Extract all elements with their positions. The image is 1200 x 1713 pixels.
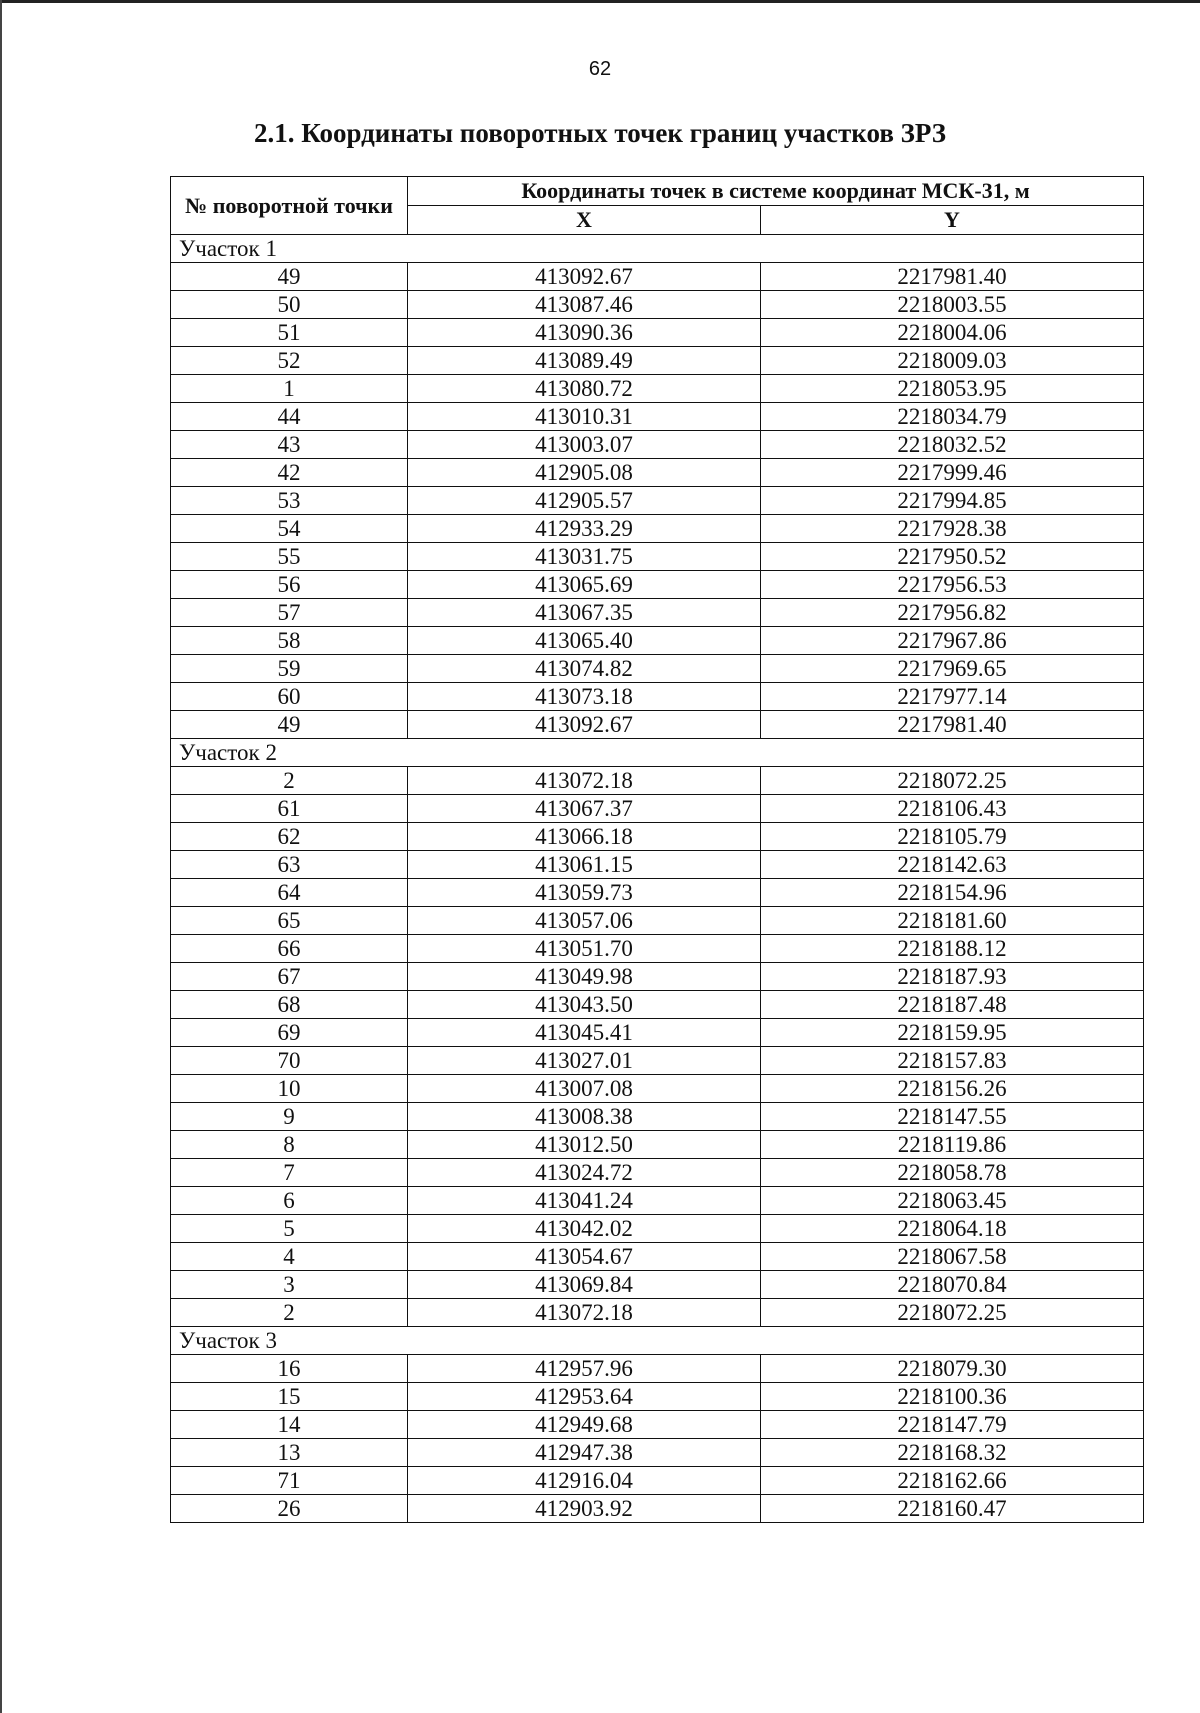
point-number-cell: 56 xyxy=(171,571,408,599)
x-coordinate-cell: 413069.84 xyxy=(408,1271,761,1299)
table-row xyxy=(171,1299,1144,1327)
x-coordinate-cell: 413031.75 xyxy=(408,543,761,571)
x-coordinate-cell: 412903.92 xyxy=(408,1495,761,1523)
x-coordinate-cell: 413057.06 xyxy=(408,907,761,935)
y-coordinate-cell: 2217967.86 xyxy=(761,627,1144,655)
y-coordinate-cell: 2218162.66 xyxy=(761,1467,1144,1495)
x-coordinate-cell: 413061.15 xyxy=(408,851,761,879)
y-coordinate-cell: 2218070.84 xyxy=(761,1271,1144,1299)
point-number-cell: 55 xyxy=(171,543,408,571)
table-row xyxy=(171,1355,1144,1383)
table-row xyxy=(171,515,1144,543)
table-row xyxy=(171,1495,1144,1523)
point-number-cell: 16 xyxy=(171,1355,408,1383)
y-coordinate-cell: 2218032.52 xyxy=(761,431,1144,459)
x-coordinate-cell: 413045.41 xyxy=(408,1019,761,1047)
point-number-cell: 63 xyxy=(171,851,408,879)
point-number-cell: 2 xyxy=(171,1299,408,1327)
table-row xyxy=(171,599,1144,627)
table-row xyxy=(171,431,1144,459)
point-number-cell: 67 xyxy=(171,963,408,991)
x-coordinate-cell: 413067.37 xyxy=(408,795,761,823)
section-label: Участок 3 xyxy=(171,1327,1144,1355)
x-coordinate-cell: 413010.31 xyxy=(408,403,761,431)
point-number-cell: 57 xyxy=(171,599,408,627)
table-row xyxy=(171,991,1144,1019)
point-number-cell: 71 xyxy=(171,1467,408,1495)
header-x: X xyxy=(408,206,761,235)
point-number-cell: 7 xyxy=(171,1159,408,1187)
y-coordinate-cell: 2217977.14 xyxy=(761,683,1144,711)
table-row xyxy=(171,683,1144,711)
x-coordinate-cell: 413049.98 xyxy=(408,963,761,991)
x-coordinate-cell: 413073.18 xyxy=(408,683,761,711)
table-row xyxy=(171,1439,1144,1467)
point-number-cell: 49 xyxy=(171,711,408,739)
section-row xyxy=(171,1327,1144,1355)
table-row xyxy=(171,1131,1144,1159)
y-coordinate-cell: 2217956.82 xyxy=(761,599,1144,627)
table-row xyxy=(171,263,1144,291)
x-coordinate-cell: 413067.35 xyxy=(408,599,761,627)
point-number-cell: 8 xyxy=(171,1131,408,1159)
table-row xyxy=(171,711,1144,739)
point-number-cell: 62 xyxy=(171,823,408,851)
y-coordinate-cell: 2218072.25 xyxy=(761,1299,1144,1327)
x-coordinate-cell: 412916.04 xyxy=(408,1467,761,1495)
x-coordinate-cell: 412905.08 xyxy=(408,459,761,487)
point-number-cell: 49 xyxy=(171,263,408,291)
x-coordinate-cell: 412957.96 xyxy=(408,1355,761,1383)
point-number-cell: 54 xyxy=(171,515,408,543)
x-coordinate-cell: 413024.72 xyxy=(408,1159,761,1187)
y-coordinate-cell: 2218159.95 xyxy=(761,1019,1144,1047)
x-coordinate-cell: 413080.72 xyxy=(408,375,761,403)
x-coordinate-cell: 412953.64 xyxy=(408,1383,761,1411)
y-coordinate-cell: 2218187.48 xyxy=(761,991,1144,1019)
table-row xyxy=(171,795,1144,823)
point-number-cell: 59 xyxy=(171,655,408,683)
point-number-cell: 64 xyxy=(171,879,408,907)
point-number-cell: 2 xyxy=(171,767,408,795)
table-row xyxy=(171,375,1144,403)
point-number-cell: 15 xyxy=(171,1383,408,1411)
table-row xyxy=(171,1019,1144,1047)
scan-edge-left xyxy=(0,0,2,1713)
x-coordinate-cell: 413087.46 xyxy=(408,291,761,319)
x-coordinate-cell: 413003.07 xyxy=(408,431,761,459)
x-coordinate-cell: 413043.50 xyxy=(408,991,761,1019)
y-coordinate-cell: 2218106.43 xyxy=(761,795,1144,823)
y-coordinate-cell: 2218067.58 xyxy=(761,1243,1144,1271)
page-number: 62 xyxy=(588,58,612,80)
header-point-number: № поворотной точки xyxy=(171,177,408,235)
x-coordinate-cell: 413074.82 xyxy=(408,655,761,683)
y-coordinate-cell: 2217969.65 xyxy=(761,655,1144,683)
y-coordinate-cell: 2218058.78 xyxy=(761,1159,1144,1187)
point-number-cell: 65 xyxy=(171,907,408,935)
table-row xyxy=(171,1243,1144,1271)
x-coordinate-cell: 413092.67 xyxy=(408,711,761,739)
y-coordinate-cell: 2218079.30 xyxy=(761,1355,1144,1383)
y-coordinate-cell: 2218168.32 xyxy=(761,1439,1144,1467)
y-coordinate-cell: 2218188.12 xyxy=(761,935,1144,963)
y-coordinate-cell: 2218157.83 xyxy=(761,1047,1144,1075)
point-number-cell: 52 xyxy=(171,347,408,375)
point-number-cell: 10 xyxy=(171,1075,408,1103)
table-row xyxy=(171,1215,1144,1243)
point-number-cell: 68 xyxy=(171,991,408,1019)
table-row xyxy=(171,767,1144,795)
table-row xyxy=(171,1383,1144,1411)
x-coordinate-cell: 413012.50 xyxy=(408,1131,761,1159)
point-number-cell: 14 xyxy=(171,1411,408,1439)
x-coordinate-cell: 412949.68 xyxy=(408,1411,761,1439)
x-coordinate-cell: 412947.38 xyxy=(408,1439,761,1467)
table-row xyxy=(171,319,1144,347)
section-label: Участок 2 xyxy=(171,739,1144,767)
table-body xyxy=(171,235,1144,1523)
x-coordinate-cell: 412933.29 xyxy=(408,515,761,543)
table-row xyxy=(171,1047,1144,1075)
y-coordinate-cell: 2218187.93 xyxy=(761,963,1144,991)
x-coordinate-cell: 413089.49 xyxy=(408,347,761,375)
table-row xyxy=(171,935,1144,963)
point-number-cell: 58 xyxy=(171,627,408,655)
table-row xyxy=(171,879,1144,907)
y-coordinate-cell: 2217928.38 xyxy=(761,515,1144,543)
y-coordinate-cell: 2218003.55 xyxy=(761,291,1144,319)
x-coordinate-cell: 413042.02 xyxy=(408,1215,761,1243)
table-row xyxy=(171,1159,1144,1187)
point-number-cell: 43 xyxy=(171,431,408,459)
x-coordinate-cell: 413007.08 xyxy=(408,1075,761,1103)
y-coordinate-cell: 2218147.79 xyxy=(761,1411,1144,1439)
table-row xyxy=(171,851,1144,879)
table-row xyxy=(171,403,1144,431)
x-coordinate-cell: 413054.67 xyxy=(408,1243,761,1271)
y-coordinate-cell: 2218072.25 xyxy=(761,767,1144,795)
point-number-cell: 66 xyxy=(171,935,408,963)
table-row xyxy=(171,571,1144,599)
point-number-cell: 70 xyxy=(171,1047,408,1075)
table-row xyxy=(171,1187,1144,1215)
y-coordinate-cell: 2217994.85 xyxy=(761,487,1144,515)
table-row xyxy=(171,291,1144,319)
x-coordinate-cell: 413059.73 xyxy=(408,879,761,907)
point-number-cell: 60 xyxy=(171,683,408,711)
header-y: Y xyxy=(761,206,1144,235)
table-row xyxy=(171,347,1144,375)
y-coordinate-cell: 2218119.86 xyxy=(761,1131,1144,1159)
coordinates-table xyxy=(170,176,1144,1523)
point-number-cell: 53 xyxy=(171,487,408,515)
x-coordinate-cell: 413072.18 xyxy=(408,767,761,795)
y-coordinate-cell: 2218063.45 xyxy=(761,1187,1144,1215)
point-number-cell: 26 xyxy=(171,1495,408,1523)
x-coordinate-cell: 413072.18 xyxy=(408,1299,761,1327)
table-row xyxy=(171,907,1144,935)
y-coordinate-cell: 2218147.55 xyxy=(761,1103,1144,1131)
table-row xyxy=(171,823,1144,851)
x-coordinate-cell: 413065.40 xyxy=(408,627,761,655)
point-number-cell: 69 xyxy=(171,1019,408,1047)
point-number-cell: 9 xyxy=(171,1103,408,1131)
y-coordinate-cell: 2218064.18 xyxy=(761,1215,1144,1243)
table-row xyxy=(171,655,1144,683)
table-row xyxy=(171,1467,1144,1495)
page-title: 2.1. Координаты поворотных точек границ участков ЗРЗ xyxy=(254,118,946,148)
y-coordinate-cell: 2217981.40 xyxy=(761,263,1144,291)
header-coordinates: Координаты точек в системе координат МСК-31, м xyxy=(408,177,1144,206)
point-number-cell: 44 xyxy=(171,403,408,431)
table-row xyxy=(171,487,1144,515)
y-coordinate-cell: 2218004.06 xyxy=(761,319,1144,347)
table-row xyxy=(171,1411,1144,1439)
table-row xyxy=(171,543,1144,571)
point-number-cell: 13 xyxy=(171,1439,408,1467)
y-coordinate-cell: 2218160.47 xyxy=(761,1495,1144,1523)
y-coordinate-cell: 2218053.95 xyxy=(761,375,1144,403)
scan-edge-top xyxy=(0,0,1200,3)
point-number-cell: 1 xyxy=(171,375,408,403)
point-number-cell: 6 xyxy=(171,1187,408,1215)
table-row xyxy=(171,1075,1144,1103)
table-row xyxy=(171,1103,1144,1131)
x-coordinate-cell: 413090.36 xyxy=(408,319,761,347)
x-coordinate-cell: 413041.24 xyxy=(408,1187,761,1215)
section-row xyxy=(171,739,1144,767)
y-coordinate-cell: 2218156.26 xyxy=(761,1075,1144,1103)
y-coordinate-cell: 2217981.40 xyxy=(761,711,1144,739)
table-row xyxy=(171,1271,1144,1299)
table-row xyxy=(171,963,1144,991)
table-row xyxy=(171,459,1144,487)
y-coordinate-cell: 2218154.96 xyxy=(761,879,1144,907)
point-number-cell: 51 xyxy=(171,319,408,347)
x-coordinate-cell: 413008.38 xyxy=(408,1103,761,1131)
x-coordinate-cell: 413092.67 xyxy=(408,263,761,291)
y-coordinate-cell: 2218100.36 xyxy=(761,1383,1144,1411)
point-number-cell: 61 xyxy=(171,795,408,823)
x-coordinate-cell: 413066.18 xyxy=(408,823,761,851)
point-number-cell: 50 xyxy=(171,291,408,319)
x-coordinate-cell: 413065.69 xyxy=(408,571,761,599)
point-number-cell: 5 xyxy=(171,1215,408,1243)
section-label: Участок 1 xyxy=(171,235,1144,263)
section-row xyxy=(171,235,1144,263)
point-number-cell: 4 xyxy=(171,1243,408,1271)
point-number-cell: 42 xyxy=(171,459,408,487)
y-coordinate-cell: 2218181.60 xyxy=(761,907,1144,935)
y-coordinate-cell: 2217950.52 xyxy=(761,543,1144,571)
y-coordinate-cell: 2218034.79 xyxy=(761,403,1144,431)
x-coordinate-cell: 412905.57 xyxy=(408,487,761,515)
y-coordinate-cell: 2218142.63 xyxy=(761,851,1144,879)
x-coordinate-cell: 413051.70 xyxy=(408,935,761,963)
y-coordinate-cell: 2217999.46 xyxy=(761,459,1144,487)
y-coordinate-cell: 2217956.53 xyxy=(761,571,1144,599)
x-coordinate-cell: 413027.01 xyxy=(408,1047,761,1075)
y-coordinate-cell: 2218105.79 xyxy=(761,823,1144,851)
point-number-cell: 3 xyxy=(171,1271,408,1299)
y-coordinate-cell: 2218009.03 xyxy=(761,347,1144,375)
table-row xyxy=(171,627,1144,655)
